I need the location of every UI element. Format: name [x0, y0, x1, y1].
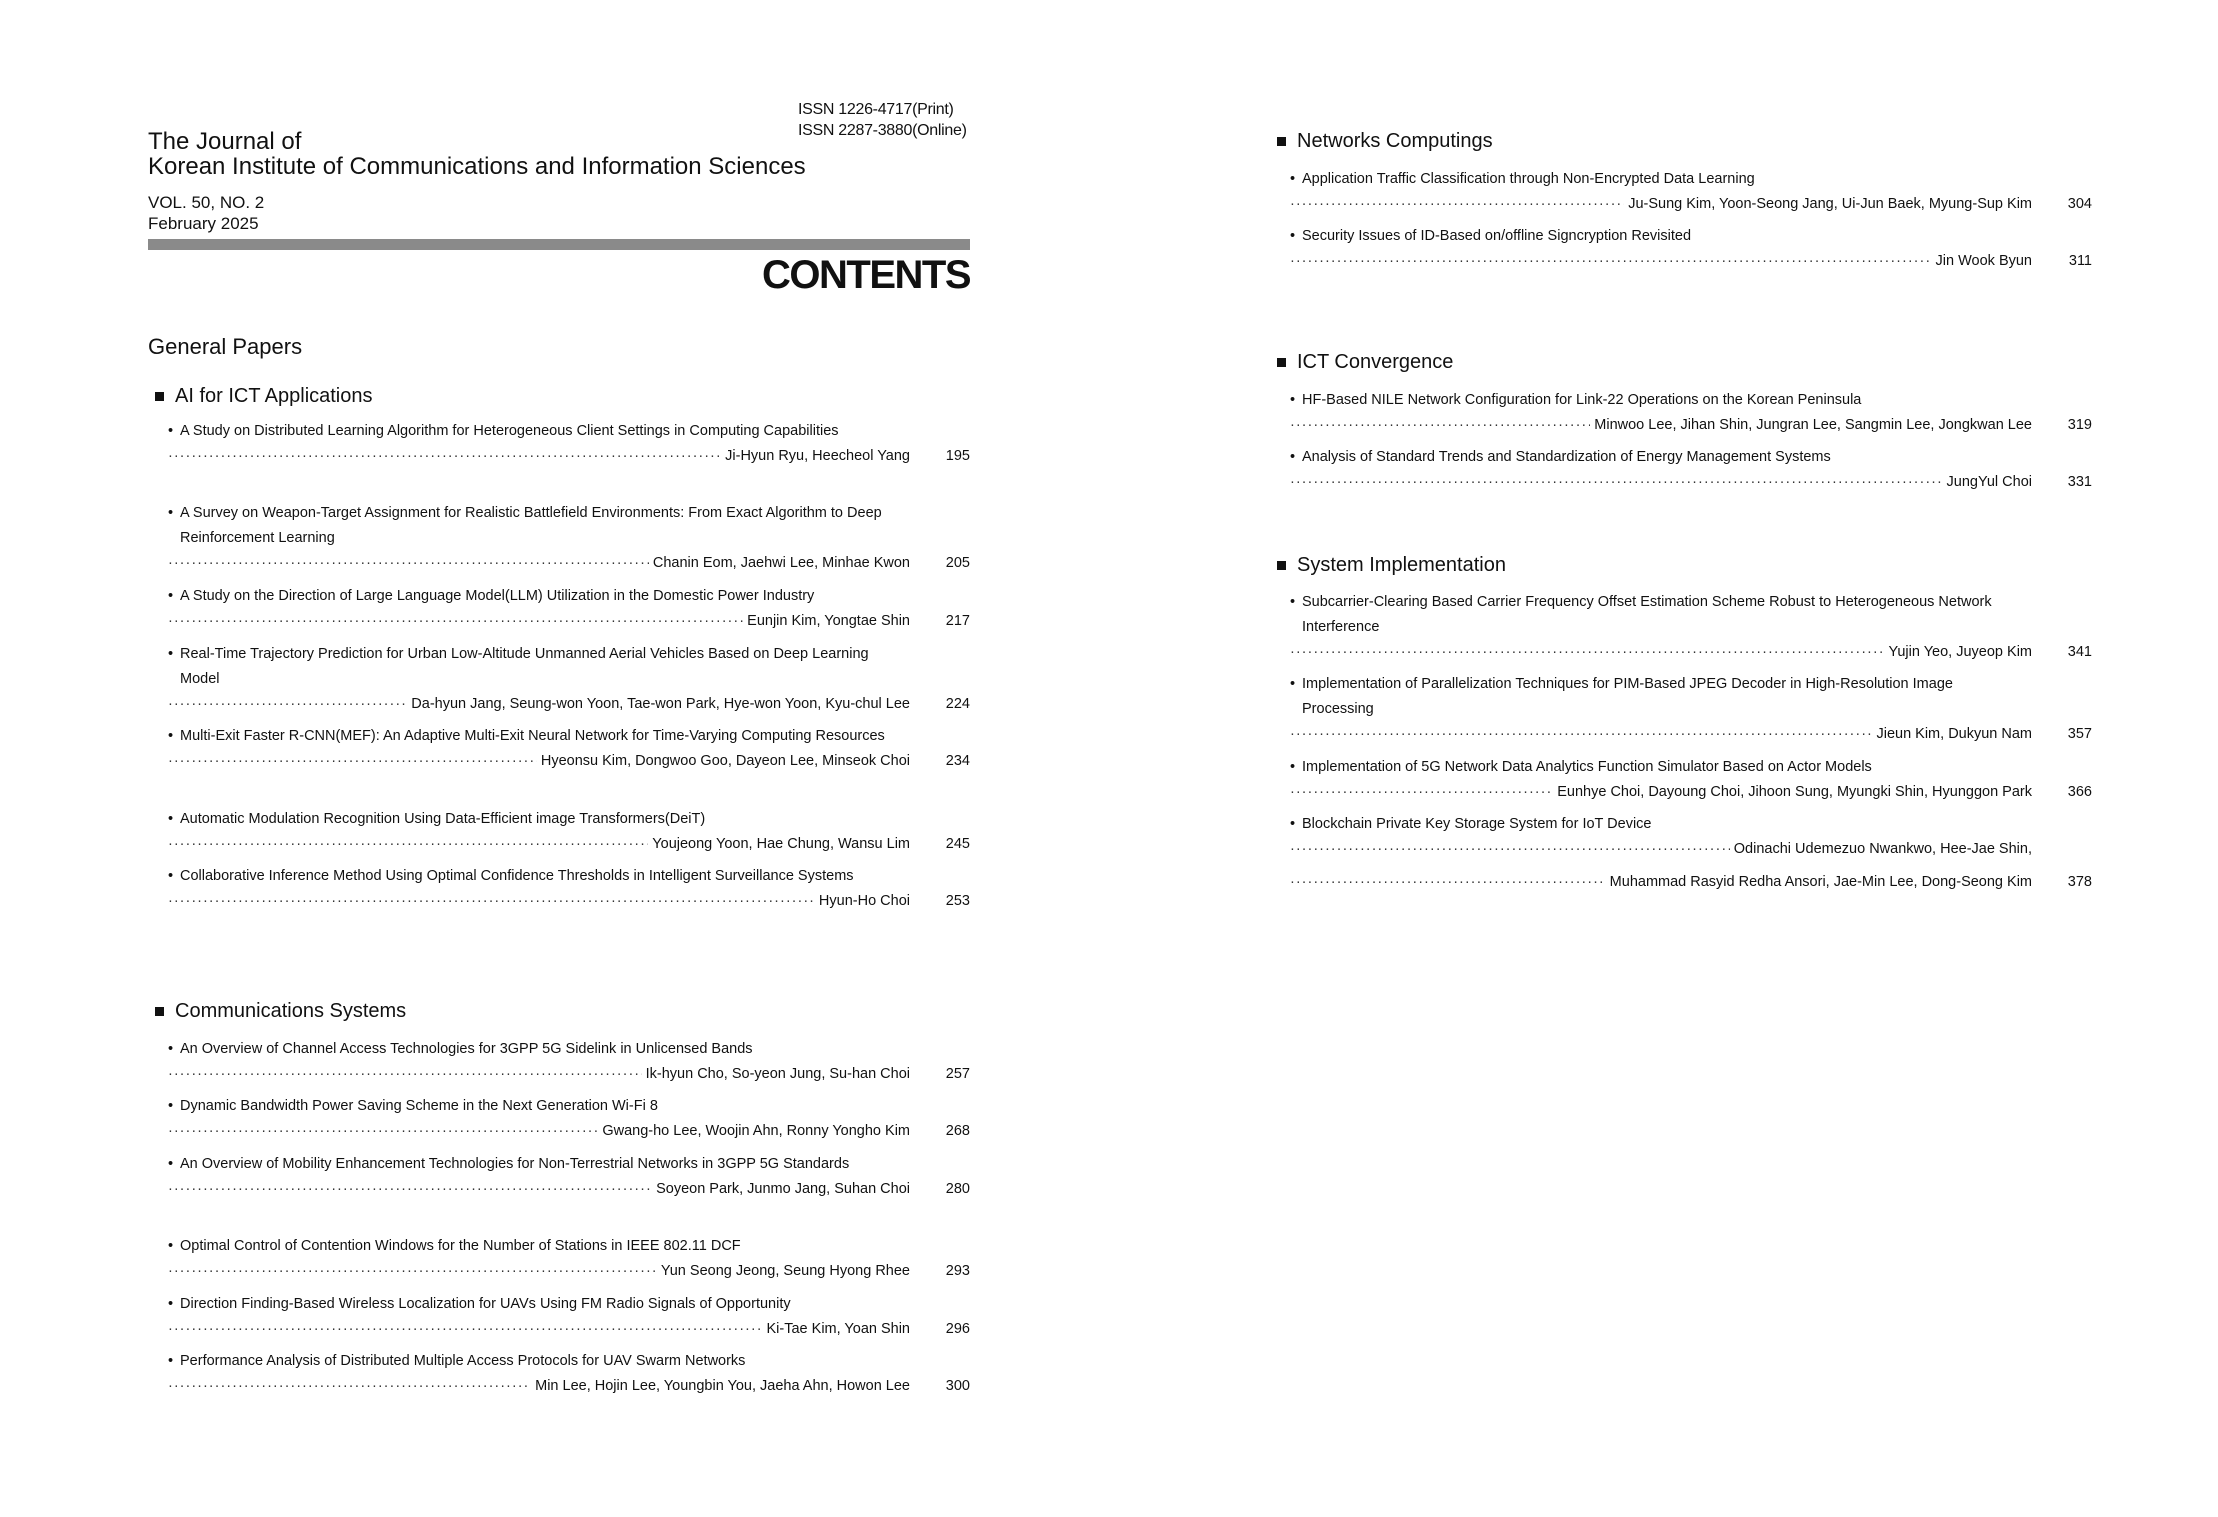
paper-authors: Eunhye Choi, Dayoung Choi, Jihoon Sung, Myungki Shin, Hyunggon Park	[1557, 784, 2032, 800]
toc-entry	[168, 1094, 970, 1144]
dot-leader	[1290, 640, 1885, 665]
toc-entry	[168, 501, 970, 576]
page-number: 300	[945, 1378, 970, 1394]
general-papers-heading: General Papers	[148, 334, 303, 359]
paper-title-text: Real-Time Trajectory Prediction for Urban Low-Altitude Unmanned Aerial Vehicles Based on Deep Learning Model	[180, 646, 869, 687]
toc-entry	[168, 584, 970, 634]
bullet-icon: •	[168, 1098, 174, 1114]
page-number: 304	[2067, 196, 2092, 212]
author-row	[1290, 837, 2092, 862]
paper-title	[168, 1349, 900, 1374]
toc-entry	[168, 807, 970, 857]
page-number: 366	[2067, 784, 2092, 800]
page-number: 195	[945, 448, 970, 464]
page-number: 205	[945, 555, 970, 571]
paper-title-text: Implementation of Parallelization Techniques for PIM-Based JPEG Decoder in High-Resolution Image Processing	[1302, 676, 1953, 717]
author-row	[168, 1317, 970, 1342]
volume-info	[148, 192, 264, 234]
paper-title	[168, 1037, 900, 1062]
paper-title-text: A Survey on Weapon-Target Assignment for Realistic Battlefield Environments: From Exact Algorithm to Deep Reinforcement Learning	[180, 505, 882, 546]
toc-entry	[1290, 445, 2092, 495]
paper-title-text: Subcarrier-Clearing Based Carrier Frequency Offset Estimation Scheme Robust to Heterogeneous Network Interference	[1302, 594, 1992, 635]
author-row	[168, 889, 970, 914]
bullet-icon: •	[168, 728, 174, 744]
paper-title-text: Analysis of Standard Trends and Standardization of Energy Management Systems	[1302, 449, 1831, 465]
paper-authors: Yujin Yeo, Juyeop Kim	[1888, 644, 2032, 660]
paper-title-text: Implementation of 5G Network Data Analytics Function Simulator Based on Actor Models	[1302, 759, 1872, 775]
paper-title-text: Performance Analysis of Distributed Multiple Access Protocols for UAV Swarm Networks	[180, 1353, 746, 1369]
paper-title-text: Direction Finding-Based Wireless Localization for UAVs Using FM Radio Signals of Opportunity	[180, 1296, 791, 1312]
toc-entry	[168, 724, 970, 774]
dot-leader	[1290, 249, 1932, 274]
bullet-icon: •	[168, 1296, 174, 1312]
paper-title-text: A Study on the Direction of Large Language Model(LLM) Utilization in the Domestic Power Industry	[180, 588, 815, 604]
bullet-icon: •	[168, 1238, 174, 1254]
toc-entry	[1290, 167, 2092, 217]
paper-title	[168, 584, 900, 609]
author-row	[1290, 640, 2092, 665]
square-bullet-icon	[1277, 137, 1286, 146]
paper-authors: Muhammad Rasyid Redha Ansori, Jae-Min Lee, Dong-Seong Kim	[1609, 874, 2032, 890]
volume-number: VOL. 50, NO. 2	[148, 193, 265, 212]
dot-leader	[1290, 470, 1943, 495]
toc-entry	[168, 419, 970, 469]
dot-leader	[1290, 780, 1553, 805]
author-row	[1290, 413, 2092, 438]
author-row	[1290, 870, 2092, 895]
bullet-icon: •	[168, 811, 174, 827]
square-bullet-icon	[1277, 358, 1286, 367]
dot-leader	[1290, 192, 1624, 217]
author-row	[168, 1259, 970, 1284]
paper-authors: JungYul Choi	[1946, 474, 2032, 490]
paper-authors: Ik-hyun Cho, So-yeon Jung, Su-han Choi	[645, 1066, 910, 1082]
author-row	[1290, 780, 2092, 805]
section-heading-ai	[155, 385, 373, 408]
page-number: 311	[2068, 253, 2092, 269]
author-row	[168, 1177, 970, 1202]
page-number: 224	[945, 696, 970, 712]
paper-title	[168, 1292, 900, 1317]
section-title: Networks Computings	[1297, 130, 1493, 152]
toc-entry	[1290, 388, 2092, 438]
paper-authors: Ju-Sung Kim, Yoon-Seong Jang, Ui-Jun Baek, Myung-Sup Kim	[1628, 196, 2032, 212]
bullet-icon: •	[1290, 171, 1296, 187]
author-row	[168, 444, 970, 469]
journal-title	[148, 129, 806, 179]
page-number: 245	[945, 836, 970, 852]
toc-entry	[168, 1349, 970, 1399]
section-heading-ict	[1277, 351, 1453, 374]
paper-title-text: Automatic Modulation Recognition Using Data-Efficient image Transformers(DeiT)	[180, 811, 706, 827]
toc-entry	[168, 864, 970, 914]
paper-authors: Jin Wook Byun	[1935, 253, 2032, 269]
issn-online: ISSN 2287-3880(Online)	[798, 122, 967, 139]
paper-title	[1290, 812, 2022, 837]
author-row	[168, 692, 970, 717]
dot-leader	[168, 444, 721, 469]
dot-leader	[168, 832, 648, 857]
page-number: 268	[945, 1123, 970, 1139]
paper-title	[168, 807, 900, 832]
paper-authors: Chanin Eom, Jaehwi Lee, Minhae Kwon	[652, 555, 910, 571]
section-heading-comm	[155, 1000, 406, 1023]
paper-title	[1290, 388, 2022, 413]
issn-block	[798, 99, 967, 141]
bullet-icon: •	[168, 1353, 174, 1369]
paper-title	[1290, 445, 2022, 470]
paper-authors: Min Lee, Hojin Lee, Youngbin You, Jaeha Ahn, Howon Lee	[535, 1378, 910, 1394]
square-bullet-icon	[1277, 561, 1286, 570]
page-number: 331	[2067, 474, 2092, 490]
author-row	[1290, 722, 2092, 747]
page-number: 341	[2067, 644, 2092, 660]
author-row	[1290, 249, 2092, 274]
dot-leader	[168, 889, 815, 914]
paper-authors: Soyeon Park, Junmo Jang, Suhan Choi	[656, 1181, 910, 1197]
issn-print: ISSN 1226-4717(Print)	[798, 101, 954, 118]
paper-authors: Yun Seong Jeong, Seung Hyong Rhee	[660, 1263, 910, 1279]
dot-leader	[168, 1062, 642, 1087]
paper-authors: Gwang-ho Lee, Woojin Ahn, Ronny Yongho Kim	[602, 1123, 910, 1139]
bullet-icon: •	[1290, 392, 1296, 408]
bullet-icon: •	[168, 1041, 174, 1057]
paper-title	[168, 419, 900, 444]
section-title: ICT Convergence	[1297, 351, 1454, 373]
paper-authors: Minwoo Lee, Jihan Shin, Jungran Lee, Sangmin Lee, Jongkwan Lee	[1594, 417, 2032, 433]
dot-leader	[168, 1259, 657, 1284]
section-title: AI for ICT Applications	[175, 385, 373, 407]
journal-title-line1: The Journal of	[148, 128, 302, 155]
author-row	[168, 609, 970, 634]
toc-entry	[1290, 224, 2092, 274]
bullet-icon: •	[1290, 449, 1296, 465]
toc-entry	[168, 1292, 970, 1342]
paper-authors: Youjeong Yoon, Hae Chung, Wansu Lim	[652, 836, 910, 852]
paper-title	[168, 1234, 900, 1259]
paper-title	[168, 642, 900, 692]
bullet-icon: •	[168, 505, 174, 521]
bullet-icon: •	[168, 1156, 174, 1172]
toc-entry	[1290, 672, 2092, 747]
paper-title	[1290, 167, 2022, 192]
page-number: 253	[945, 893, 970, 909]
dot-leader	[1290, 837, 1730, 862]
paper-authors: Ki-Tae Kim, Yoan Shin	[766, 1321, 910, 1337]
paper-authors: Eunjin Kim, Yongtae Shin	[747, 613, 910, 629]
dot-leader	[168, 609, 743, 634]
page-number: 280	[945, 1181, 970, 1197]
bullet-icon: •	[168, 423, 174, 439]
dot-leader	[168, 1177, 652, 1202]
author-row	[168, 1119, 970, 1144]
paper-authors: Hyun-Ho Choi	[818, 893, 910, 909]
paper-authors: Hyeonsu Kim, Dongwoo Goo, Dayeon Lee, Minseok Choi	[540, 753, 910, 769]
bullet-icon: •	[168, 868, 174, 884]
bullet-icon: •	[168, 588, 174, 604]
paper-title-text: Collaborative Inference Method Using Optimal Confidence Thresholds in Intelligent Surveillance Systems	[180, 868, 854, 884]
author-row	[168, 551, 970, 576]
bullet-icon: •	[1290, 228, 1296, 244]
paper-title-text: Multi-Exit Faster R-CNN(MEF): An Adaptive Multi-Exit Neural Network for Time-Varying Computing Resources	[180, 728, 885, 744]
paper-title	[1290, 755, 2022, 780]
paper-title	[1290, 672, 2022, 722]
page-number: 378	[2067, 874, 2092, 890]
page-number: 257	[945, 1066, 970, 1082]
paper-title	[168, 1094, 900, 1119]
paper-title	[168, 501, 900, 551]
paper-title	[168, 724, 900, 749]
paper-title-text: An Overview of Channel Access Technologies for 3GPP 5G Sidelink in Unlicensed Bands	[180, 1041, 753, 1057]
paper-title	[1290, 590, 2022, 640]
paper-title	[168, 864, 900, 889]
toc-entry	[168, 1152, 970, 1202]
dot-leader	[168, 1119, 598, 1144]
bullet-icon: •	[168, 646, 174, 662]
toc-entry	[1290, 590, 2092, 665]
author-row	[1290, 470, 2092, 495]
paper-title-text: HF-Based NILE Network Configuration for Link-22 Operations on the Korean Peninsula	[1302, 392, 1862, 408]
paper-authors: Da-hyun Jang, Seung-won Yoon, Tae-won Park, Hye-won Yoon, Kyu-chul Lee	[411, 696, 910, 712]
paper-title-text: Security Issues of ID-Based on/offline Signcryption Revisited	[1302, 228, 1692, 244]
bullet-icon: •	[1290, 594, 1296, 610]
square-bullet-icon	[155, 392, 164, 401]
paper-title-text: An Overview of Mobility Enhancement Technologies for Non-Terrestrial Networks in 3GPP 5G Standards	[180, 1156, 850, 1172]
issue-date: February 2025	[148, 214, 259, 233]
author-row	[168, 1062, 970, 1087]
dot-leader	[1290, 413, 1590, 438]
bullet-icon: •	[1290, 676, 1296, 692]
page-number: 319	[2067, 417, 2092, 433]
header-rule	[148, 239, 970, 250]
contents-heading: CONTENTS	[762, 253, 970, 297]
author-row	[1290, 192, 2092, 217]
dot-leader	[1290, 870, 1606, 895]
dot-leader	[168, 551, 649, 576]
paper-title-text: Blockchain Private Key Storage System for IoT Device	[1302, 816, 1652, 832]
dot-leader	[1290, 722, 1872, 747]
section-heading-net	[1277, 130, 1493, 153]
page-number: 296	[945, 1321, 970, 1337]
paper-title-text: Optimal Control of Contention Windows for the Number of Stations in IEEE 802.11 DCF	[180, 1238, 741, 1254]
toc-entry	[168, 642, 970, 717]
bullet-icon: •	[1290, 816, 1296, 832]
square-bullet-icon	[155, 1007, 164, 1016]
paper-title	[168, 1152, 900, 1177]
paper-authors: Odinachi Udemezuo Nwankwo, Hee-Jae Shin,	[1733, 841, 2032, 857]
section-title: Communications Systems	[175, 1000, 407, 1022]
page-number: 293	[945, 1263, 970, 1279]
section-heading-sys	[1277, 554, 1506, 577]
page-number: 217	[945, 613, 970, 629]
toc-entry	[168, 1037, 970, 1087]
dot-leader	[168, 1317, 763, 1342]
journal-title-line2: Korean Institute of Communications and Information Sciences	[148, 153, 806, 180]
dot-leader	[168, 1374, 531, 1399]
page-number: 234	[945, 753, 970, 769]
toc-entry	[1290, 755, 2092, 805]
page-number: 357	[2067, 726, 2092, 742]
paper-title-text: Application Traffic Classification through Non-Encrypted Data Learning	[1302, 171, 1755, 187]
dot-leader	[168, 749, 537, 774]
paper-authors: Ji-Hyun Ryu, Heecheol Yang	[725, 448, 910, 464]
paper-title-text: A Study on Distributed Learning Algorithm for Heterogeneous Client Settings in Computing Capabilities	[180, 423, 839, 439]
author-row	[168, 832, 970, 857]
toc-entry	[1290, 812, 2092, 895]
paper-title	[1290, 224, 2022, 249]
toc-entry	[168, 1234, 970, 1284]
bullet-icon: •	[1290, 759, 1296, 775]
dot-leader	[168, 692, 407, 717]
paper-title-text: Dynamic Bandwidth Power Saving Scheme in the Next Generation Wi-Fi 8	[180, 1098, 658, 1114]
author-row	[168, 749, 970, 774]
section-title: System Implementation	[1297, 554, 1506, 576]
author-row	[168, 1374, 970, 1399]
paper-authors: Jieun Kim, Dukyun Nam	[1876, 726, 2032, 742]
